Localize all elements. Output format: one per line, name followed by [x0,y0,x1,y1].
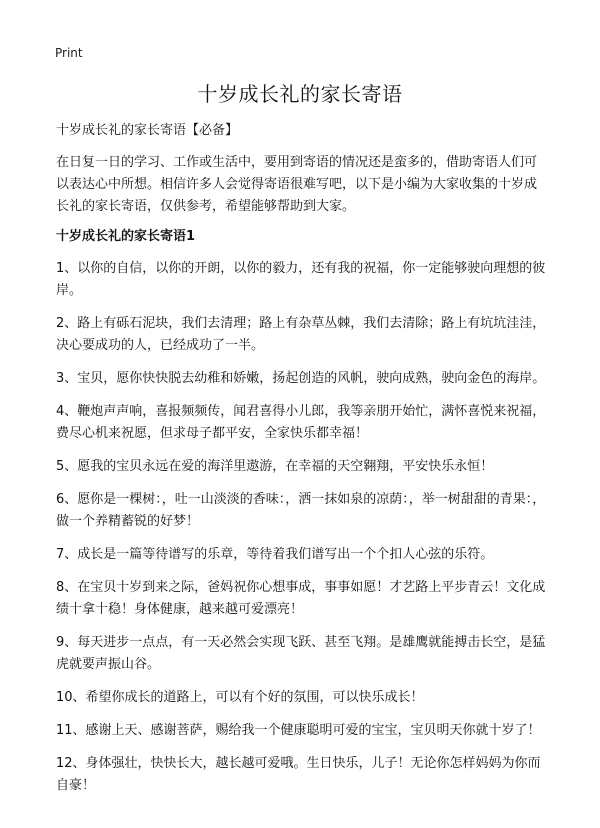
list-item: 11、感谢上天、感谢菩萨，赐给我一个健康聪明可爱的宝宝，宝贝明天你就十岁了！ [56,723,541,738]
section-heading: 十岁成长礼的家长寄语1 [56,229,196,244]
article-subtitle: 十岁成长礼的家长寄语【必备】 [56,123,239,138]
list-item: 6、愿你是一棵树：，吐一山淡淡的香味：，洒一抹如泉的凉荫：，举一树甜甜的青果：，做一个养精蓄锐的好梦！ [56,492,546,529]
print-link[interactable]: Print [55,46,83,60]
list-item: 1、以你的自信，以你的开朗，以你的毅力，还有我的祝福，你一定能够驶向理想的彼岸。 [56,261,546,298]
list-item: 4、鞭炮声声响，喜报频频传，闻君喜得小儿郎，我等亲朋开始忙，满怀喜悦来祝福，费尽心机来祝愿，但求母子都平安，全家快乐都幸福！ [56,404,546,441]
page-title: 十岁成长礼的家长寄语 [197,82,403,106]
list-item: 7、成长是一篇等待谱写的乐章，等待着我们谱写出一个个扣人心弦的乐符。 [56,547,494,562]
list-item: 5、愿我的宝贝永远在爱的海洋里遨游，在幸福的天空翱翔，平安快乐永恒！ [56,459,494,474]
list-item: 12、身体强壮，快快长大，越长越可爱哦。生日快乐，儿子！无论你怎样妈妈为你而自豪！ [56,756,541,793]
message-list [56,258,548,797]
intro-paragraph: 在日复一日的学习、工作或生活中，要用到寄语的情况还是蛮多的，借助寄语人们可以表达心中所想。相信许多人会觉得寄语很难写吧，以下是小编为大家收集的十岁成长礼的家长寄语，仅供参考，希望能够帮助到大家。 [56,155,538,214]
article-body [56,120,548,808]
list-item: 3、宝贝，愿你快快脱去幼稚和娇嫩，扬起创造的风帆，驶向成熟，驶向金色的海岸。 [56,371,546,386]
list-item: 2、路上有砾石泥块，我们去清理；路上有杂草丛棘，我们去清除；路上有坑坑洼洼，决心要成功的人，已经成功了一半。 [56,316,546,353]
list-item: 8、在宝贝十岁到来之际，爸妈祝你心想事成，事事如愿！才艺路上平步青云！文化成绩十拿十稳！身体健康，越来越可爱漂亮！ [56,580,546,617]
list-item: 10、希望你成长的道路上，可以有个好的氛围，可以快乐成长！ [56,690,424,705]
list-item: 9、每天进步一点点，有一天必然会实现飞跃、甚至飞翔。是雄鹰就能搏击长空，是猛虎就要声振山谷。 [56,635,546,672]
